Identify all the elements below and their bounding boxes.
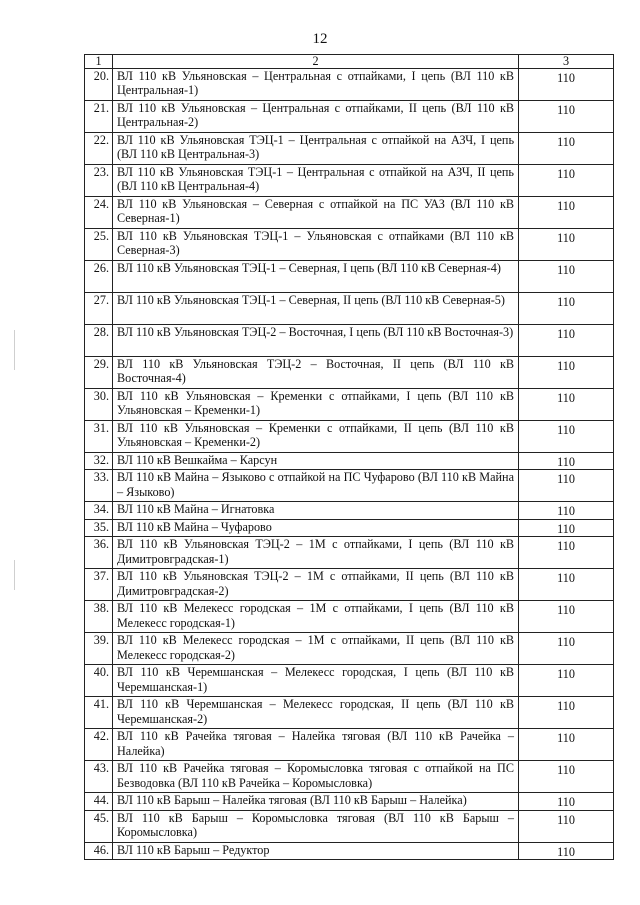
table-row: [85, 697, 614, 729]
row-voltage: 110: [519, 470, 614, 502]
table-header-row: [85, 55, 614, 69]
row-line-name: ВЛ 110 кВ Ульяновская ТЭЦ-1 – Северная, II цепь (ВЛ 110 кВ Северная-5): [113, 293, 519, 325]
row-line-name: ВЛ 110 кВ Ульяновская – Центральная с отпайками, II цепь (ВЛ 110 кВ Центральная-2): [113, 101, 519, 133]
row-line-name: ВЛ 110 кВ Рачейка тяговая – Коромысловка тяговая с отпайкой на ПС Безводовка (ВЛ 110 кВ Рачейка – Коромысловка): [113, 761, 519, 793]
row-number: 36.: [85, 537, 113, 569]
row-number: 21.: [85, 101, 113, 133]
row-voltage: 110: [519, 665, 614, 697]
row-line-name: ВЛ 110 кВ Мелекесс городская – 1М с отпайками, I цепь (ВЛ 110 кВ Мелекесс городская-1): [113, 601, 519, 633]
row-number: 38.: [85, 601, 113, 633]
row-number: 30.: [85, 389, 113, 421]
lines-table: [84, 54, 614, 860]
row-voltage: 110: [519, 761, 614, 793]
row-voltage: 110: [519, 633, 614, 665]
row-line-name: ВЛ 110 кВ Ульяновская ТЭЦ-1 – Центральная с отпайкой на АЗЧ, I цепь (ВЛ 110 кВ Центральная-3): [113, 133, 519, 165]
row-number: 24.: [85, 197, 113, 229]
table-row: [85, 453, 614, 470]
scan-edge-mark: [14, 560, 15, 590]
table-row: [85, 810, 614, 842]
row-voltage: 110: [519, 519, 614, 536]
table-row: [85, 165, 614, 197]
row-voltage: 110: [519, 537, 614, 569]
table-row: [85, 793, 614, 810]
row-line-name: ВЛ 110 кВ Ульяновская ТЭЦ-2 – Восточная, II цепь (ВЛ 110 кВ Восточная-4): [113, 357, 519, 389]
row-voltage: 110: [519, 197, 614, 229]
row-voltage: 110: [519, 261, 614, 293]
page-number: 12: [312, 31, 328, 47]
row-voltage: 110: [519, 69, 614, 101]
table-row: [85, 470, 614, 502]
row-line-name: ВЛ 110 кВ Ульяновская ТЭЦ-1 – Северная, I цепь (ВЛ 110 кВ Северная-4): [113, 261, 519, 293]
header-col-2: 2: [113, 55, 519, 69]
table-row: [85, 325, 614, 357]
table-row: [85, 197, 614, 229]
table-row: [85, 761, 614, 793]
table-row: [85, 101, 614, 133]
table-row: [85, 601, 614, 633]
row-number: 27.: [85, 293, 113, 325]
row-line-name: ВЛ 110 кВ Ульяновская ТЭЦ-2 – 1М с отпайками, II цепь (ВЛ 110 кВ Димитровградская-2): [113, 569, 519, 601]
row-line-name: ВЛ 110 кВ Ульяновская ТЭЦ-2 – 1М с отпайками, I цепь (ВЛ 110 кВ Димитровградская-1): [113, 537, 519, 569]
table-row: [85, 229, 614, 261]
row-number: 34.: [85, 502, 113, 519]
table-row: [85, 389, 614, 421]
row-line-name: ВЛ 110 кВ Ульяновская ТЭЦ-1 – Центральная с отпайкой на АЗЧ, II цепь (ВЛ 110 кВ Центральная-4): [113, 165, 519, 197]
row-voltage: 110: [519, 133, 614, 165]
row-line-name: ВЛ 110 кВ Черемшанская – Мелекесс городская, I цепь (ВЛ 110 кВ Черемшанская-1): [113, 665, 519, 697]
row-line-name: ВЛ 110 кВ Рачейка тяговая – Налейка тяговая (ВЛ 110 кВ Рачейка – Налейка): [113, 729, 519, 761]
row-line-name: ВЛ 110 кВ Барыш – Редуктор: [113, 842, 519, 859]
header-col-1: 1: [85, 55, 113, 69]
row-voltage: 110: [519, 421, 614, 453]
row-number: 45.: [85, 810, 113, 842]
row-voltage: 110: [519, 165, 614, 197]
row-number: 42.: [85, 729, 113, 761]
row-voltage: 110: [519, 502, 614, 519]
table-body: [85, 69, 614, 860]
row-line-name: ВЛ 110 кВ Мелекесс городская – 1М с отпайками, II цепь (ВЛ 110 кВ Мелекесс городская-2): [113, 633, 519, 665]
row-voltage: 110: [519, 569, 614, 601]
table-row: [85, 569, 614, 601]
scan-edge-mark: [14, 330, 15, 370]
table-row: [85, 357, 614, 389]
row-line-name: ВЛ 110 кВ Барыш – Налейка тяговая (ВЛ 110 кВ Барыш – Налейка): [113, 793, 519, 810]
table-row: [85, 293, 614, 325]
table-row: [85, 842, 614, 859]
row-number: 33.: [85, 470, 113, 502]
row-line-name: ВЛ 110 кВ Ульяновская ТЭЦ-2 – Восточная, I цепь (ВЛ 110 кВ Восточная-3): [113, 325, 519, 357]
row-number: 37.: [85, 569, 113, 601]
row-line-name: ВЛ 110 кВ Майна – Игнатовка: [113, 502, 519, 519]
row-number: 26.: [85, 261, 113, 293]
row-number: 44.: [85, 793, 113, 810]
table-row: [85, 519, 614, 536]
row-line-name: ВЛ 110 кВ Ульяновская ТЭЦ-1 – Ульяновская с отпайками (ВЛ 110 кВ Северная-3): [113, 229, 519, 261]
row-number: 23.: [85, 165, 113, 197]
row-voltage: 110: [519, 357, 614, 389]
table-row: [85, 502, 614, 519]
row-number: 46.: [85, 842, 113, 859]
row-voltage: 110: [519, 842, 614, 859]
row-line-name: ВЛ 110 кВ Ульяновская – Центральная с отпайками, I цепь (ВЛ 110 кВ Центральная-1): [113, 69, 519, 101]
row-line-name: ВЛ 110 кВ Майна – Чуфарово: [113, 519, 519, 536]
row-voltage: 110: [519, 697, 614, 729]
row-voltage: 110: [519, 101, 614, 133]
row-voltage: 110: [519, 229, 614, 261]
row-number: 40.: [85, 665, 113, 697]
header-col-3: 3: [519, 55, 614, 69]
table-row: [85, 729, 614, 761]
table-row: [85, 69, 614, 101]
row-number: 39.: [85, 633, 113, 665]
row-number: 25.: [85, 229, 113, 261]
row-number: 32.: [85, 453, 113, 470]
row-voltage: 110: [519, 601, 614, 633]
row-number: 20.: [85, 69, 113, 101]
row-number: 35.: [85, 519, 113, 536]
table-row: [85, 133, 614, 165]
row-line-name: ВЛ 110 кВ Барыш – Коромысловка тяговая (ВЛ 110 кВ Барыш – Коромысловка): [113, 810, 519, 842]
row-number: 22.: [85, 133, 113, 165]
row-number: 31.: [85, 421, 113, 453]
table-row: [85, 633, 614, 665]
row-line-name: ВЛ 110 кВ Черемшанская – Мелекесс городская, II цепь (ВЛ 110 кВ Черемшанская-2): [113, 697, 519, 729]
row-voltage: 110: [519, 729, 614, 761]
row-voltage: 110: [519, 793, 614, 810]
row-voltage: 110: [519, 453, 614, 470]
row-voltage: 110: [519, 293, 614, 325]
row-voltage: 110: [519, 325, 614, 357]
row-line-name: ВЛ 110 кВ Ульяновская – Северная с отпайкой на ПС УАЗ (ВЛ 110 кВ Северная-1): [113, 197, 519, 229]
table-row: [85, 421, 614, 453]
table-row: [85, 665, 614, 697]
row-voltage: 110: [519, 389, 614, 421]
row-line-name: ВЛ 110 кВ Майна – Языково с отпайкой на ПС Чуфарово (ВЛ 110 кВ Майна – Языково): [113, 470, 519, 502]
row-number: 28.: [85, 325, 113, 357]
table-row: [85, 537, 614, 569]
row-number: 41.: [85, 697, 113, 729]
row-voltage: 110: [519, 810, 614, 842]
row-line-name: ВЛ 110 кВ Ульяновская – Кременки с отпайками, I цепь (ВЛ 110 кВ Ульяновская – Кременки-1): [113, 389, 519, 421]
row-number: 43.: [85, 761, 113, 793]
row-number: 29.: [85, 357, 113, 389]
row-line-name: ВЛ 110 кВ Вешкайма – Карсун: [113, 453, 519, 470]
table-row: [85, 261, 614, 293]
row-line-name: ВЛ 110 кВ Ульяновская – Кременки с отпайками, II цепь (ВЛ 110 кВ Ульяновская – Кременки-2): [113, 421, 519, 453]
